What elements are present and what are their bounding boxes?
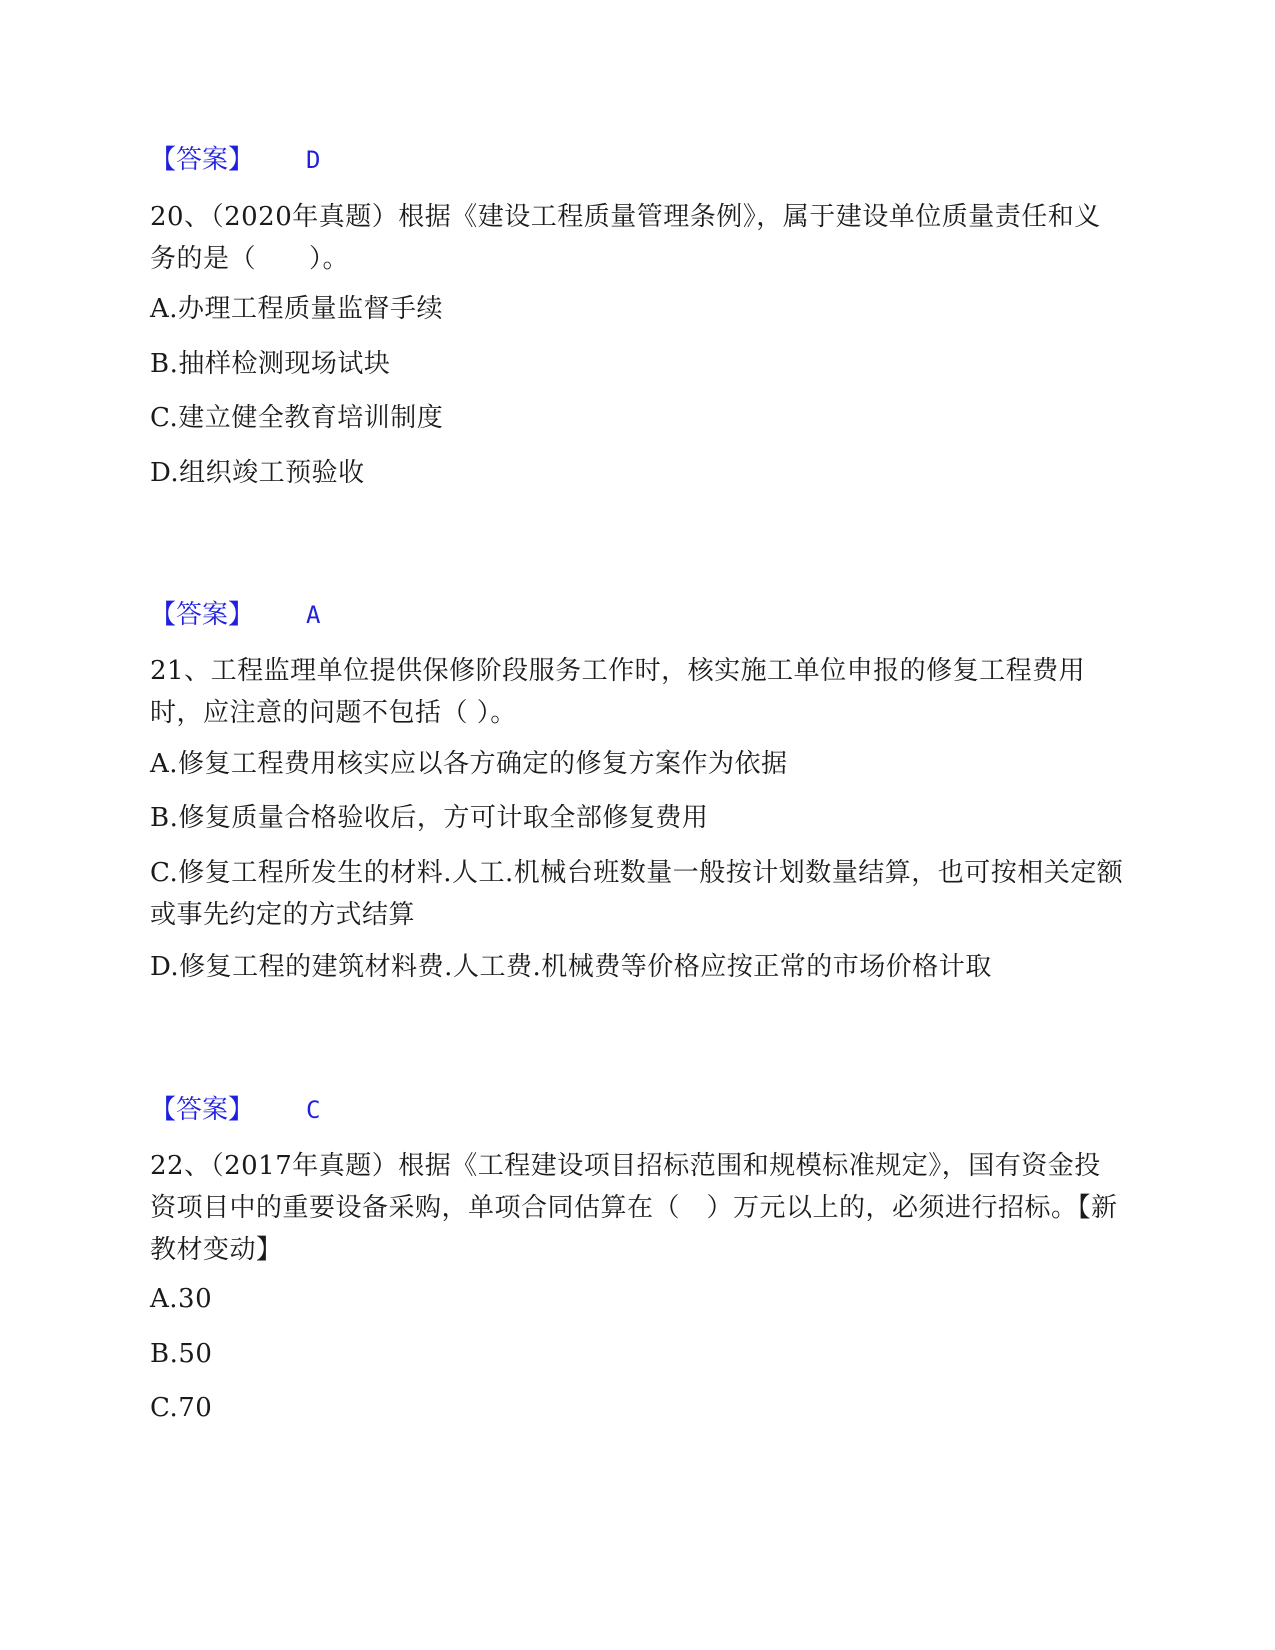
answer-line (150, 598, 320, 632)
option-d: D.修复工程的建筑材料费.人工费.机械费等价格应按正常的市场价格计取 (150, 952, 992, 982)
answer-label: 【答案】 (150, 1095, 255, 1125)
option-b: B.抽样检测现场试块 (150, 349, 391, 379)
answer-value: C (306, 1096, 321, 1124)
option-b: B.50 (150, 1339, 213, 1369)
option-a: A.办理工程质量监督手续 (150, 294, 444, 324)
answer-line (150, 143, 320, 177)
option-c: C.70 (150, 1393, 213, 1423)
option-c: C.修复工程所发生的材料.人工.机械台班数量一般按计划数量结算，也可按相关定额或事先约定的方式结算 (150, 858, 1124, 930)
question-text: 20、（2020年真题）根据《建设工程质量管理条例》，属于建设单位质量责任和义务的是（ ）。 (150, 202, 1101, 274)
option-a: A.30 (150, 1284, 213, 1314)
option-a: A.修复工程费用核实应以各方确定的修复方案作为依据 (150, 749, 788, 779)
answer-label: 【答案】 (150, 600, 255, 630)
answer-line (150, 1093, 320, 1127)
answer-value: A (306, 601, 321, 629)
question-text: 22、（2017年真题）根据《工程建设项目招标范围和规模标准规定》，国有资金投资项目中的重要设备采购，单项合同估算在（ ）万元以上的，必须进行招标。【新教材变动】 (150, 1151, 1118, 1265)
answer-label: 【答案】 (150, 145, 255, 175)
option-b: B.修复质量合格验收后，方可计取全部修复费用 (150, 803, 709, 833)
option-d: D.组织竣工预验收 (150, 458, 365, 488)
answer-value: D (306, 146, 321, 174)
option-c: C.建立健全教育培训制度 (150, 403, 444, 433)
question-text: 21、工程监理单位提供保修阶段服务工作时，核实施工单位申报的修复工程费用时，应注意的问题不包括（ ）。 (150, 656, 1086, 728)
